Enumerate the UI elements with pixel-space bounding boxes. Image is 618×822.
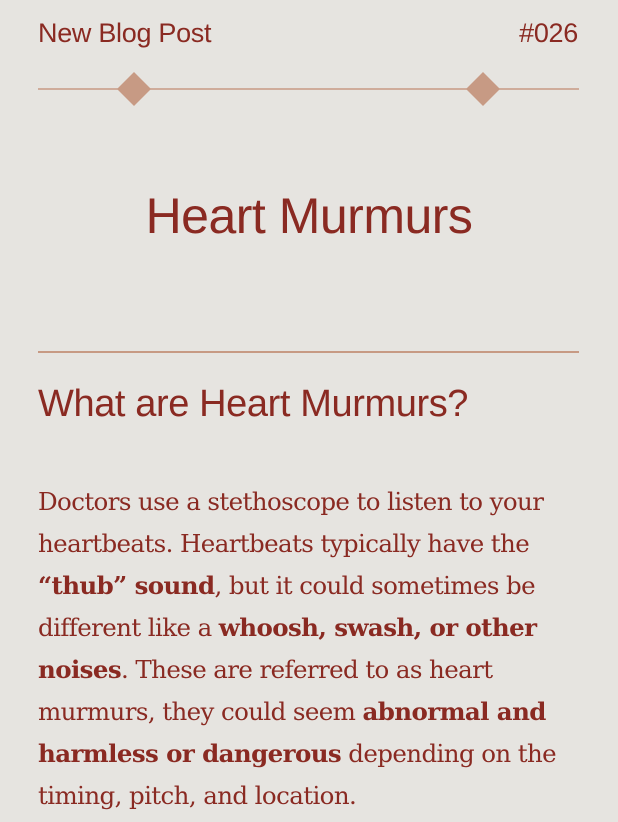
paragraph-text: . These are referred to as heart murmurs, they could seem	[38, 655, 493, 726]
section-divider	[38, 351, 579, 353]
post-label: New Blog Post	[38, 18, 212, 48]
diamond-icon	[117, 72, 151, 106]
post-number: #026	[519, 18, 578, 48]
page-title: Heart Murmurs	[145, 188, 473, 244]
post-header	[38, 18, 578, 58]
paragraph-emphasis: “thub” sound	[38, 571, 215, 600]
diamond-icon	[466, 72, 500, 106]
paragraph-emphasis: abnormal and harmless or dangerous	[38, 697, 546, 768]
section-heading: What are Heart Murmurs?	[38, 383, 469, 425]
body-paragraph	[38, 481, 578, 817]
paragraph-text: , but it could sometimes be different like a	[38, 571, 535, 642]
paragraph-text: depending on the timing, pitch, and location.	[38, 739, 557, 810]
diamond-divider	[38, 72, 579, 106]
paragraph-text: Doctors use a stethoscope to listen to your heartbeats. Heartbeats typically have the	[38, 487, 544, 558]
paragraph-emphasis: whoosh, swash, or other noises	[38, 613, 537, 684]
